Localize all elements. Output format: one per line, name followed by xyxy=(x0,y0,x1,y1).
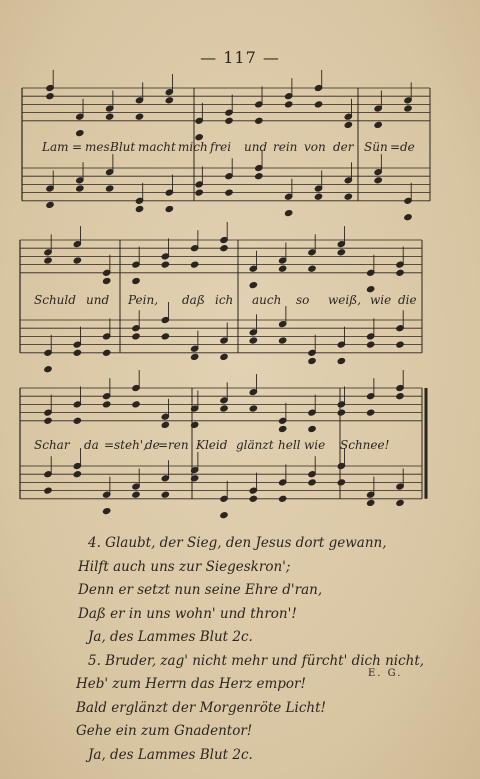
verse-line: Bald erglänzt der Morgenröte Licht! xyxy=(76,699,326,716)
note-head xyxy=(249,281,258,288)
note-head xyxy=(132,491,141,498)
note-head xyxy=(366,286,375,293)
note-head xyxy=(396,341,405,348)
verse-line: Daß er in uns wohn' und thron'! xyxy=(78,605,297,622)
lyric-syllable: = xyxy=(158,438,169,452)
note-head xyxy=(220,353,229,360)
note-head xyxy=(337,357,346,364)
lyric-syllable: ich xyxy=(215,293,234,307)
note-head xyxy=(135,205,144,212)
lyric-syllable: rein xyxy=(273,140,298,154)
note-head xyxy=(308,425,317,432)
note-head xyxy=(195,189,204,196)
note-head xyxy=(132,401,141,408)
note-head xyxy=(366,341,375,348)
note-head xyxy=(396,393,405,400)
note-head xyxy=(366,409,375,416)
lyric-syllable: da xyxy=(84,438,99,452)
note-head xyxy=(255,117,264,124)
verse-line: 4. Glaubt, der Sieg, den Jesus dort gewann, xyxy=(88,535,387,551)
note-head xyxy=(278,265,287,272)
note-head xyxy=(44,417,53,424)
author-initials: E. G. xyxy=(368,668,403,679)
note-head xyxy=(132,333,141,340)
note-head xyxy=(102,401,111,408)
lyric-syllable: Schar xyxy=(34,438,70,452)
note-head xyxy=(161,333,170,340)
note-head xyxy=(161,421,170,428)
lyric-syllable: frei xyxy=(210,140,232,154)
note-head xyxy=(44,257,53,264)
verses-block xyxy=(74,532,434,767)
note-head xyxy=(374,177,383,184)
note-head xyxy=(102,507,111,514)
lyric-syllable: mes xyxy=(85,140,110,154)
lyric-syllable: und xyxy=(244,140,268,154)
note-head xyxy=(190,261,199,268)
note-head xyxy=(135,113,144,120)
note-head xyxy=(314,101,323,108)
note-head xyxy=(220,245,229,252)
note-head xyxy=(44,366,53,373)
note-head xyxy=(165,97,174,104)
lyric-syllable: ren xyxy=(168,438,189,452)
note-head xyxy=(337,409,346,416)
note-head xyxy=(255,173,264,180)
lyric-syllable: Pein, xyxy=(128,293,159,307)
note-head xyxy=(76,185,85,192)
verse-line: Ja, des Lammes Blut 2c. xyxy=(88,629,253,645)
lyric-syllable: steh', xyxy=(114,438,147,452)
lyric-syllable: von xyxy=(304,140,326,154)
lyric-syllable: wie xyxy=(370,293,392,307)
lyric-syllable: und xyxy=(86,293,110,307)
note-head xyxy=(314,193,323,200)
lyric-syllable: Schnee! xyxy=(340,438,390,452)
lyric-syllable: macht xyxy=(138,140,176,154)
note-head xyxy=(278,337,287,344)
lyric-syllable: mich xyxy=(178,140,208,154)
lyric-syllable: Lam xyxy=(42,140,69,154)
lyric-syllable: = xyxy=(104,438,115,452)
page-number: — 117 — xyxy=(200,48,280,67)
note-head xyxy=(132,277,141,284)
note-head xyxy=(249,495,258,502)
lyric-syllable: Blut xyxy=(110,140,136,154)
note-head xyxy=(46,201,55,208)
note-head xyxy=(249,405,258,412)
note-head xyxy=(76,129,85,136)
note-head xyxy=(102,277,111,284)
lyric-syllable: der xyxy=(333,140,354,154)
lyric-syllable: Schuld xyxy=(34,293,76,307)
note-head xyxy=(396,499,405,506)
note-head xyxy=(344,193,353,200)
note-head xyxy=(190,353,199,360)
note-head xyxy=(308,357,317,364)
lyric-syllable: de xyxy=(400,140,415,154)
lyric-syllable: die xyxy=(398,293,417,307)
note-head xyxy=(249,337,258,344)
lyric-syllable: auch xyxy=(252,293,282,307)
note-head xyxy=(44,487,53,494)
verse-line: Ja, des Lammes Blut 2c. xyxy=(88,746,253,763)
lyric-syllable: daß xyxy=(182,293,205,307)
verse-line: 5. Bruder, zag' nicht mehr und fürcht' dich nicht, xyxy=(88,652,425,669)
verse-line: Denn er setzt nun seine Ehre d'ran, xyxy=(78,582,323,598)
note-head xyxy=(161,261,170,268)
note-head xyxy=(225,117,234,124)
note-head xyxy=(105,113,114,120)
note-head xyxy=(220,405,229,412)
note-head xyxy=(225,189,234,196)
note-head xyxy=(105,185,114,192)
note-head xyxy=(308,479,317,486)
note-head xyxy=(396,269,405,276)
lyric-syllable: = xyxy=(390,140,401,154)
note-head xyxy=(73,257,82,264)
note-head xyxy=(46,93,55,100)
lyric-syllable: weiß, xyxy=(328,293,362,307)
verse-line: Hilft auch uns zur Siegeskron'; xyxy=(78,558,291,575)
note-head xyxy=(161,491,170,498)
note-head xyxy=(374,121,383,128)
lyric-syllable: Kleid xyxy=(196,438,228,452)
note-head xyxy=(278,495,287,502)
lyric-syllable: so xyxy=(296,293,310,307)
verse-line: Heb' zum Herrn das Herz empor! xyxy=(76,676,306,692)
note-head xyxy=(404,105,413,112)
note-head xyxy=(73,349,82,356)
note-head xyxy=(278,425,287,432)
note-head xyxy=(337,479,346,486)
note-head xyxy=(165,205,174,212)
note-head xyxy=(73,417,82,424)
note-head xyxy=(344,121,353,128)
note-head xyxy=(404,214,413,221)
lyric-syllable: Sün xyxy=(364,140,388,154)
lyric-syllable: = xyxy=(72,140,83,154)
note-head xyxy=(308,265,317,272)
note-head xyxy=(366,499,375,506)
verse-line: Gehe ein zum Gnadentor! xyxy=(76,723,253,739)
lyric-syllable: wie xyxy=(304,438,326,452)
lyric-syllable: glänzt xyxy=(236,438,274,452)
note-head xyxy=(220,512,229,519)
lyric-syllable: de xyxy=(145,438,160,452)
note-head xyxy=(102,349,111,356)
note-head xyxy=(284,209,293,216)
note-head xyxy=(73,471,82,478)
lyric-syllable: hell xyxy=(278,438,301,452)
note-head xyxy=(284,101,293,108)
note-head xyxy=(337,249,346,256)
